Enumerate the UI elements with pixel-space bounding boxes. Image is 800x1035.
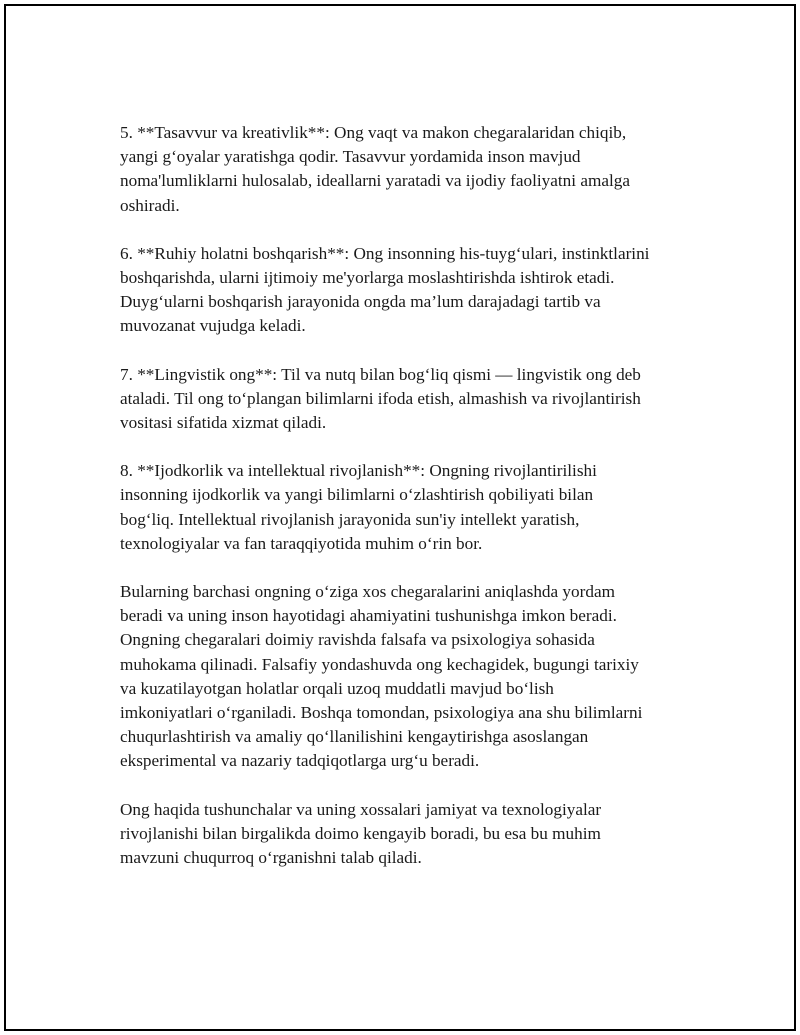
document-body xyxy=(120,121,700,894)
summary-paragraph: Bularning barchasi ongning o‘ziga xos chegaralarini aniqlashda yordam beradi va uning inson hayotidagi ahamiyatini tushunishga imkon beradi. Ongning chegaralari doimiy ravishda falsafa va psixologiya sohasida muhokama qilinadi. Falsafiy yondashuvda ong kechagidek, bugungi tarixiy va kuzatilayotgan holatlar orqali uzoq muddatli mavjud bo‘lish imkoniyatlari o‘rganiladi. Boshqa tomondan, psixologiya ana shu bilimlarni chuqurlashtirish va amaliy qo‘llanilishini kengaytirishga asoslangan eksperimental va nazariy tadqiqotlarga urg‘u beradi. xyxy=(120,582,643,771)
closing-paragraph: Ong haqida tushunchalar va uning xossalari jamiyat va texnologiyalar rivojlanishi bilan birgalikda doimo kengayib boradi, bu esa bu muhim mavzuni chuqurroq o‘rganishni talab qiladi. xyxy=(120,799,602,868)
list-item-ruhiy-holatni-boshqarish: 6. **Ruhiy holatni boshqarish**: Ong insonning his-tuyg‘ulari, instinktlarini boshqarishda, ularni ijtimoiy me'yorlarga moslashtirishda ishtirok etadi. Duyg‘ularni boshqarish jarayonida ongda ma’lum darajadagi tartib va muvozanat vujudga keladi. xyxy=(120,243,650,336)
list-item-tasavvur-va-kreativlik: 5. **Tasavvur va kreativlik**: Ong vaqt va makon chegaralaridan chiqib, yangi g‘oyalar yaratishga qodir. Tasavvur yordamida inson mavjud noma'lumliklarni hulosalab, ideallarni yaratadi va ijodiy faoliyatni amalga oshiradi. xyxy=(120,123,630,215)
list-item-lingvistik-ong: 7. **Lingvistik ong**: Til va nutq bilan bog‘liq qismi — lingvistik ong deb ataladi. Til ong to‘plangan bilimlarni ifoda etish, almashish va rivojlantirish vositasi sifatida xizmat qiladi. xyxy=(120,364,641,433)
page-frame xyxy=(4,4,796,1031)
list-item-ijodkorlik: 8. **Ijodkorlik va intellektual rivojlanish**: Ongning rivojlantirilishi insonning ijodkorlik va yangi bilimlarni o‘zlashtirish qobiliyati bilan bog‘liq. Intellektual rivojlanish jarayonida sun'iy intellekt yaratish, texnologiyalar va fan taraqqiyotida muhim o‘rin bor. xyxy=(120,461,597,553)
